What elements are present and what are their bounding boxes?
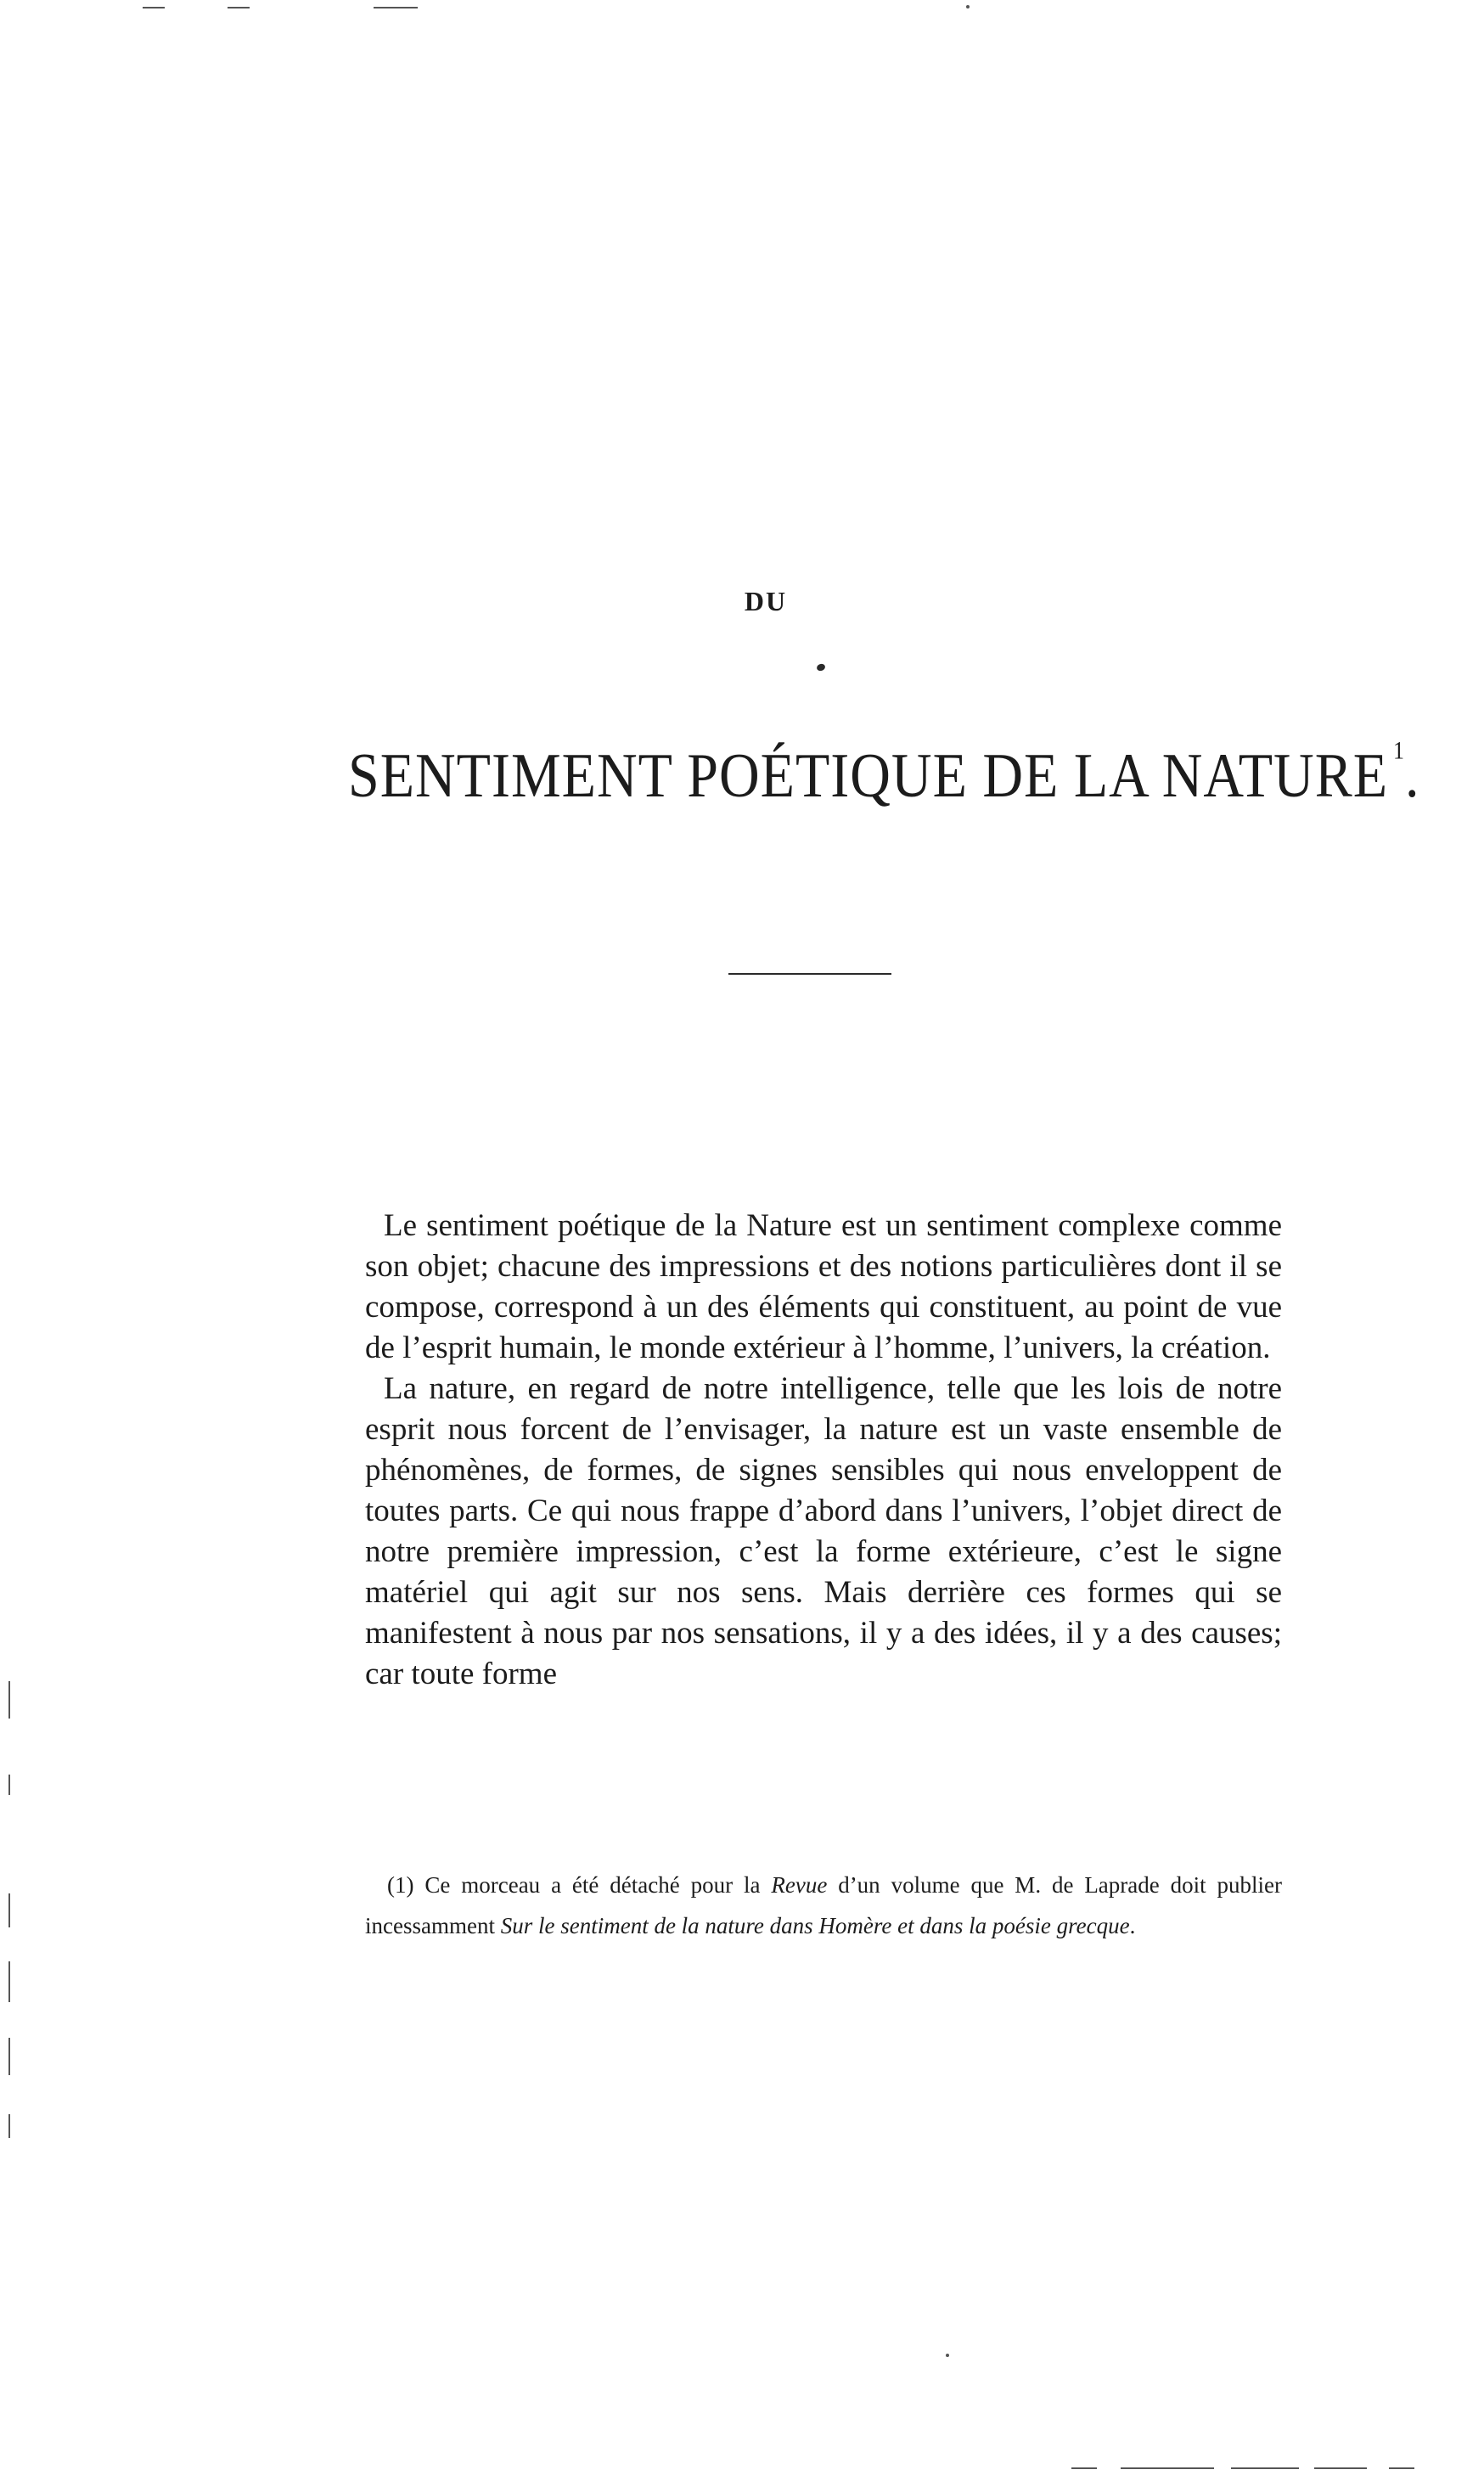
scan-mark bbox=[228, 7, 250, 8]
scan-mark bbox=[1389, 2467, 1414, 2469]
title-period: . bbox=[1405, 741, 1420, 811]
scan-mark bbox=[8, 2114, 10, 2138]
body-text bbox=[365, 1206, 1282, 1695]
scan-mark bbox=[1071, 2467, 1097, 2469]
scan-mark bbox=[1314, 2467, 1367, 2469]
scan-mark bbox=[1231, 2467, 1299, 2469]
ornament-mark bbox=[816, 663, 826, 672]
scan-mark bbox=[143, 7, 165, 8]
footnote-text-2: d’un volume que M. de Laprade doit publier incessamment bbox=[365, 1872, 1282, 1938]
section-divider bbox=[728, 973, 891, 975]
page-title bbox=[348, 736, 1420, 813]
scan-mark bbox=[8, 1961, 10, 2002]
footnote-italic-1: Revue bbox=[771, 1872, 828, 1898]
scan-mark bbox=[8, 1893, 10, 1927]
scan-mark bbox=[946, 2354, 949, 2357]
title-footnote-marker: 1 bbox=[1393, 736, 1406, 764]
title-text: SENTIMENT POÉTIQUE DE LA NATURE bbox=[348, 741, 1389, 811]
scan-mark bbox=[1121, 2467, 1214, 2469]
footnote-text-3: . bbox=[1129, 1913, 1136, 1938]
footnote-text-1: Ce morceau a été détaché pour la bbox=[413, 1872, 772, 1898]
scan-mark bbox=[8, 1775, 10, 1795]
scan-mark bbox=[8, 2038, 10, 2075]
footnote-italic-2: Sur le sentiment de la nature dans Homère et dans la poésie grecque bbox=[500, 1913, 1130, 1938]
paragraph-2: La nature, en regard de notre intelligence, telle que les lois de notre esprit nous forcent de l’envisager, la nature est un vaste ensemble de phénomènes, de formes, de signes sensibles qui nous enveloppent de toutes parts. Ce qui nous frappe d’abord dans l’univers, l’objet direct de notre première impression, c’est la forme extérieure, c’est le signe matériel qui agit sur nos sens. Mais derrière ces formes qui se manifestent à nous par nos sensations, il y a des idées, il y a des causes; car toute forme bbox=[365, 1371, 1282, 1691]
scan-mark bbox=[8, 1681, 10, 1719]
paragraph-1: Le sentiment poétique de la Nature est un sentiment complexe comme son objet; chacune des impressions et des notions particulières dont il se compose, correspond à un des éléments qui constituent, au point de vue de l’esprit humain, le monde extérieur à l’homme, l’univers, la création. bbox=[365, 1208, 1282, 1365]
scan-mark bbox=[374, 7, 418, 8]
footnote bbox=[365, 1865, 1282, 1946]
pre-title: DU bbox=[744, 586, 788, 616]
scan-mark bbox=[966, 5, 970, 8]
footnote-marker: (1) bbox=[387, 1872, 414, 1898]
